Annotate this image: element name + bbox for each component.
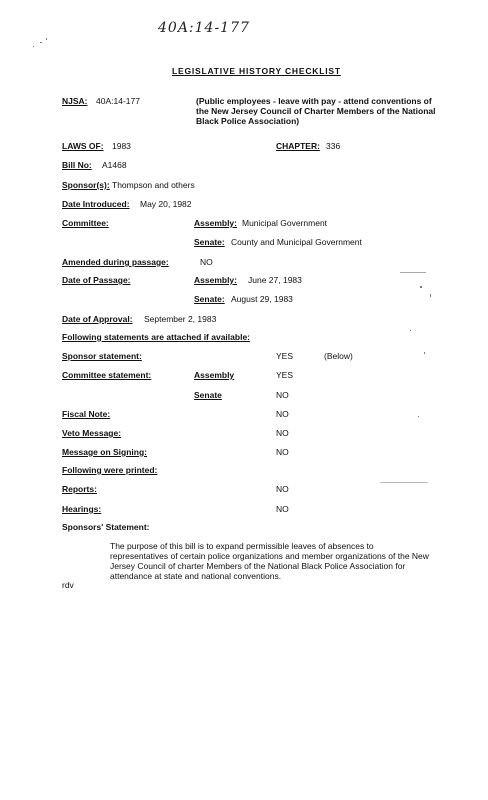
committee-senate-value: County and Municipal Government [231,237,362,247]
sponsor-statement-value: YES [276,351,294,361]
scan-speck [400,272,426,273]
njsa-value: 40A:14-177 [96,96,140,106]
committee-statement-assembly-label: Assembly [194,370,235,380]
date-introduced-value: May 20, 1982 [140,199,192,209]
scan-speck [40,42,42,43]
sponsors-statement-text: The purpose of this bill is to expand permissible leaves of absences to representatives of certain police organizations and member organizations of the New Jersey Council of charter Members of the National Black Police Association for attendance at state and national conventions. [110,541,429,581]
scan-speck [430,294,431,297]
sponsor-statement-note: (Below) [324,351,353,361]
typist-initials: rdv [62,580,74,590]
committee-statement-label: Committee statement: [62,370,152,380]
message-on-signing-label: Message on Signing: [62,447,148,457]
veto-message-value: NO [276,428,289,438]
following-printed-heading: Following were printed: [62,465,158,475]
passage-assembly-value: June 27, 1983 [248,275,302,285]
bill-description: (Public employees - leave with pay - attend conventions of the New Jersey Council of Charter Members of the National Black Police Association) [196,96,436,126]
passage-senate-value: August 29, 1983 [231,294,293,304]
laws-of-label: LAWS OF: [62,141,104,151]
committee-statement-assembly-value: YES [276,370,294,380]
scan-speck [46,38,47,40]
sponsors-label: Sponsor(s): [62,180,110,190]
committee-statement-senate-label: Senate [194,390,222,400]
committee-assembly-value: Municipal Government [242,218,328,228]
amended-label: Amended during passage: [62,257,169,267]
committee-senate-label: Senate: [194,237,225,247]
sponsors-statement-heading: Sponsors' Statement: [62,522,150,532]
hearings-label: Hearings: [62,504,102,514]
veto-message-label: Veto Message: [62,428,122,438]
handwritten-reference: 40A:14-177 [158,20,250,36]
following-statements-heading: Following statements are attached if available: [62,332,250,342]
fiscal-note-label: Fiscal Note: [62,409,111,419]
reports-value: NO [276,484,289,494]
amended-value: NO [200,257,213,267]
laws-of-value: 1983 [112,141,131,151]
date-of-passage-label: Date of Passage: [62,275,131,285]
sponsors-value: Thompson and others [112,180,195,190]
page-title: LEGISLATIVE HISTORY CHECKLIST [172,66,341,76]
committee-statement-senate-value: NO [276,390,289,400]
chapter-value: 336 [326,141,341,151]
hearings-value: NO [276,504,289,514]
committee-assembly-label: Assembly: [194,218,237,228]
scan-speck [424,352,425,354]
passage-senate-label: Senate: [194,294,225,304]
scan-speck [380,482,428,483]
bill-no-label: Bill No: [62,160,92,170]
njsa-label: NJSA: [62,96,88,106]
scan-speck [418,416,419,417]
scan-speck [410,330,411,331]
scan-speck [33,46,34,47]
date-of-approval-label: Date of Approval: [62,314,133,324]
date-of-approval-value: September 2, 1983 [144,314,217,324]
message-on-signing-value: NO [276,447,289,457]
bill-no-value: A1468 [102,160,127,170]
sponsor-statement-label: Sponsor statement: [62,351,142,361]
chapter-label: CHAPTER: [276,141,320,151]
committee-label: Committee: [62,218,109,228]
scan-speck [420,286,422,288]
date-introduced-label: Date Introduced: [62,199,130,209]
reports-label: Reports: [62,484,97,494]
fiscal-note-value: NO [276,409,289,419]
passage-assembly-label: Assembly: [194,275,237,285]
